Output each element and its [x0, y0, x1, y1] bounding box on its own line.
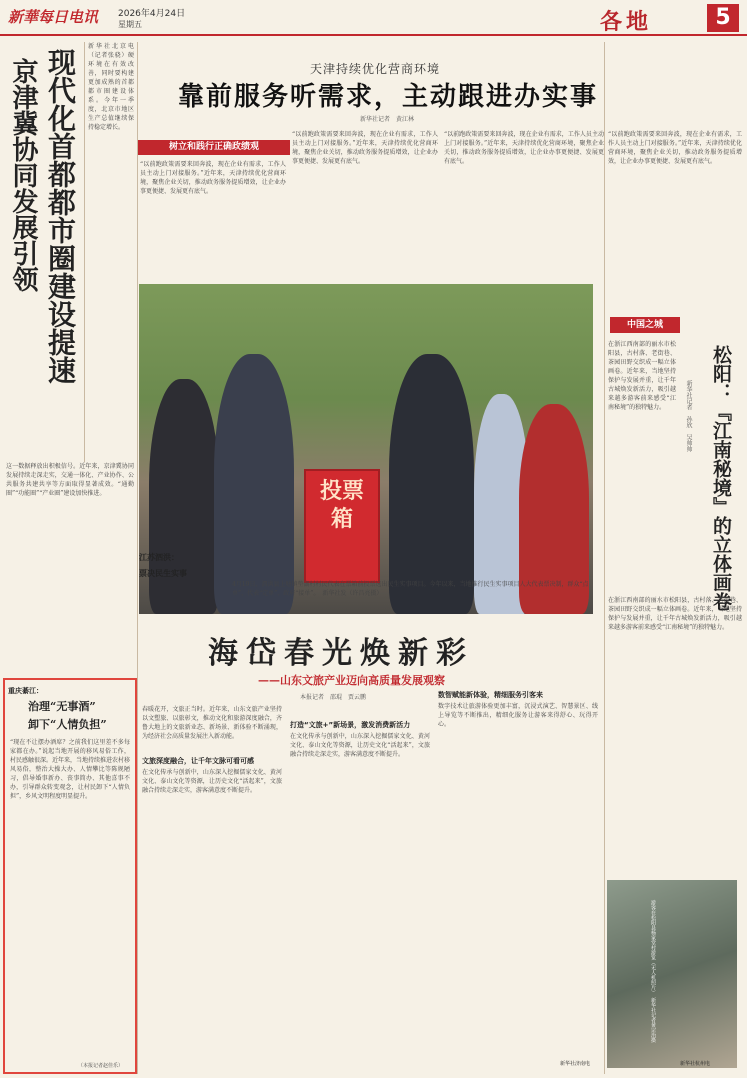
lower-story-byline: 本报记者 邵琨 贾云鹏	[300, 694, 367, 701]
top-story-body-col2: “以前跑政策需要来回奔波，现在企业有需求，工作人员主动上门对接服务。”近年来，天津持续优化营商环境，聚焦企业关切，推动政务服务提质增效，让企业办事更便捷、发展更有底气。	[292, 131, 438, 165]
lower-story-body-2: 在文化传承与创新中，山东深入挖掘儒家文化、黄河文化、泰山文化等资源，让历史文化“活起来”，文旅融合持续走深走实，游客满意度不断提升。	[290, 733, 430, 758]
chongqing-story-title-2: 卸下“人情负担”	[28, 718, 107, 731]
lower-story-body-1b: 在文化传承与创新中，山东深入挖掘儒家文化、黄河文化、泰山文化等资源，让历史文化“活起来”，文旅融合持续走深走实，游客满意度不断提升。	[142, 769, 282, 794]
photo-subhead-1: 江苏泗洪：	[139, 553, 179, 562]
column-divider	[604, 42, 605, 1074]
page-number: 5	[707, 4, 739, 32]
issue-date: 2026年4月24日	[118, 9, 186, 19]
lower-story-headline: 海岱春光焕新彩	[208, 636, 474, 671]
top-story-byline: 新华社记者 黄江林	[360, 116, 415, 123]
newspaper-logo: 新華每日电讯	[8, 8, 99, 26]
right-photo-caption: 游客在松阳县杨家堂村游览（无人机照片） 新华社记者黄宗治摄	[650, 900, 656, 1043]
top-story-body-col1: “以前跑政策需要来回奔波，现在企业有需求，工作人员主动上门对接服务。”近年来，天津持续优化营商环境，聚焦企业关切，推动政务服务提质增效，让企业办事更便捷、发展更有底气。	[140, 161, 286, 195]
right-story-byline: 新华社记者 孙欣 吴帅帅	[685, 380, 692, 452]
right-story-signature: 新华社杭州电	[680, 1061, 711, 1067]
photo-person	[214, 354, 294, 614]
top-story-body-col3: “以前跑政策需要来回奔波，现在企业有需求，工作人员主动上门对接服务。”近年来，天津持续优化营商环境，聚焦企业关切，推动政务服务提质增效，让企业办事更便捷、发展更有底气。	[444, 131, 604, 165]
chongqing-story-body: “现在不让摆办酒席？之前我们这里差不多每家都在办。”说起当地开展的移风易俗工作，村民感触很深。近年来，当地持续推进农村移风易俗，整治大操大办、人情攀比等陈规陋习，倡导婚事新办、丧事简办、其他喜事不办，引导群众转变观念，让村民卸下“人情负担”，乡风文明程度明显提升。	[10, 739, 130, 800]
top-story-body-col4: “以前跑政策需要来回奔波，现在企业有需求，工作人员主动上门对接服务。”近年来，天津持续优化营商环境，聚焦企业关切，推动政务服务提质增效，让企业办事更便捷、发展更有底气。	[608, 131, 742, 165]
right-story-headline: 松阳：『江南秘境』的立体画卷	[710, 345, 732, 611]
lower-story-body-1a: 春暖花开，文旅正当时。近年来，山东文旅产业坚持以文塑旅、以旅彰文，推动文化和旅游深度融合，齐鲁大地上的文旅新业态、新场景、新体验不断涌现，为经济社会高质量发展注入新动能。	[142, 706, 282, 740]
left-story-lead: 新华社北京电（记者张骁）硬环境在有效改善，同时要构建更加成熟的首都都市圈建设体系。今年一季度，北京市地区生产总值继续保持稳定增长。	[88, 43, 134, 131]
china-city-label: 中国之城	[610, 317, 680, 333]
lower-story-subline: ——山东文旅产业迈向高质量发展观察	[258, 674, 445, 687]
left-story-headline-2: 现代化首都都市圈建设提速	[44, 48, 77, 384]
column-divider	[137, 42, 138, 1074]
left-story-headline-1: 京津冀协同发展引领	[8, 58, 38, 292]
ballot-box	[304, 469, 380, 583]
right-story-body: 在浙江西南部的丽水市松阳县，古村落、老街巷、茶园田野交织成一幅立体画卷。近年来，当地坚持保护与发展并重，让千年古城焕发新活力，吸引越来越多游客前来感受“江南秘境”的独特魅力。	[608, 341, 676, 411]
lower-story-body-3: 数字技术让旅游体验更加丰富，沉浸式演艺、智慧景区、线上导览等不断推出，精细化服务让游客来得舒心、玩得开心。	[438, 703, 598, 728]
photo-person	[389, 354, 474, 614]
left-story-body: 这一数据释放出积极信号。近年来，京津冀协同发展持续走深走实，交通一体化、产业协作、公共服务共建共享等方面取得显著成效。“通勤圈”“功能圈”“产业圈”建设加快推进。	[6, 463, 134, 497]
issue-weekday: 星期五	[118, 20, 142, 29]
chongqing-story-tag: 重庆綦江：	[8, 687, 43, 695]
lower-story-signature: 新华社济南电	[560, 1061, 591, 1067]
lower-story-subhead-1: 文旅深度融合，让千年文脉可看可感	[142, 757, 254, 765]
chongqing-story-title-1: 治理“无事酒”	[28, 700, 96, 713]
top-story-headline: 靠前服务听需求，主动跟进办实事	[178, 82, 599, 112]
top-story-kicker: 天津持续优化营商环境	[310, 62, 441, 76]
news-photo	[139, 284, 593, 614]
column-divider	[84, 42, 85, 462]
photo-caption: 4月19日，泗洪县上塘镇垫湖村村民代表在票箱前投票选出民生实事项目。今年以来，当地推行民生实事项目人大代表票决制，群众“点单”、代表“定单”、政府“接单”。 新华社发（许昌亮摄）	[232, 581, 589, 597]
right-story-body-2: 在浙江西南部的丽水市松阳县，古村落、老街巷、茶园田野交织成一幅立体画卷。近年来，当地坚持保护与发展并重，让千年古城焕发新活力，吸引越来越多游客前来感受“江南秘境”的独特魅力。	[608, 597, 742, 631]
lower-story-subhead-2: 打造“文旅+”新场景，激发消费新活力	[290, 721, 411, 729]
section-label-badge: 树立和践行正确政绩观	[138, 140, 290, 155]
ballot-box-label: 投票箱	[319, 478, 364, 532]
section-title: 各地	[600, 9, 653, 35]
photo-subhead-2: 票决民生实事	[139, 569, 187, 578]
lower-story-subhead-3: 数智赋能新体验，精细服务引客来	[438, 691, 543, 699]
chongqing-story-signature: （本报记者赵佳乐）	[78, 1063, 124, 1069]
